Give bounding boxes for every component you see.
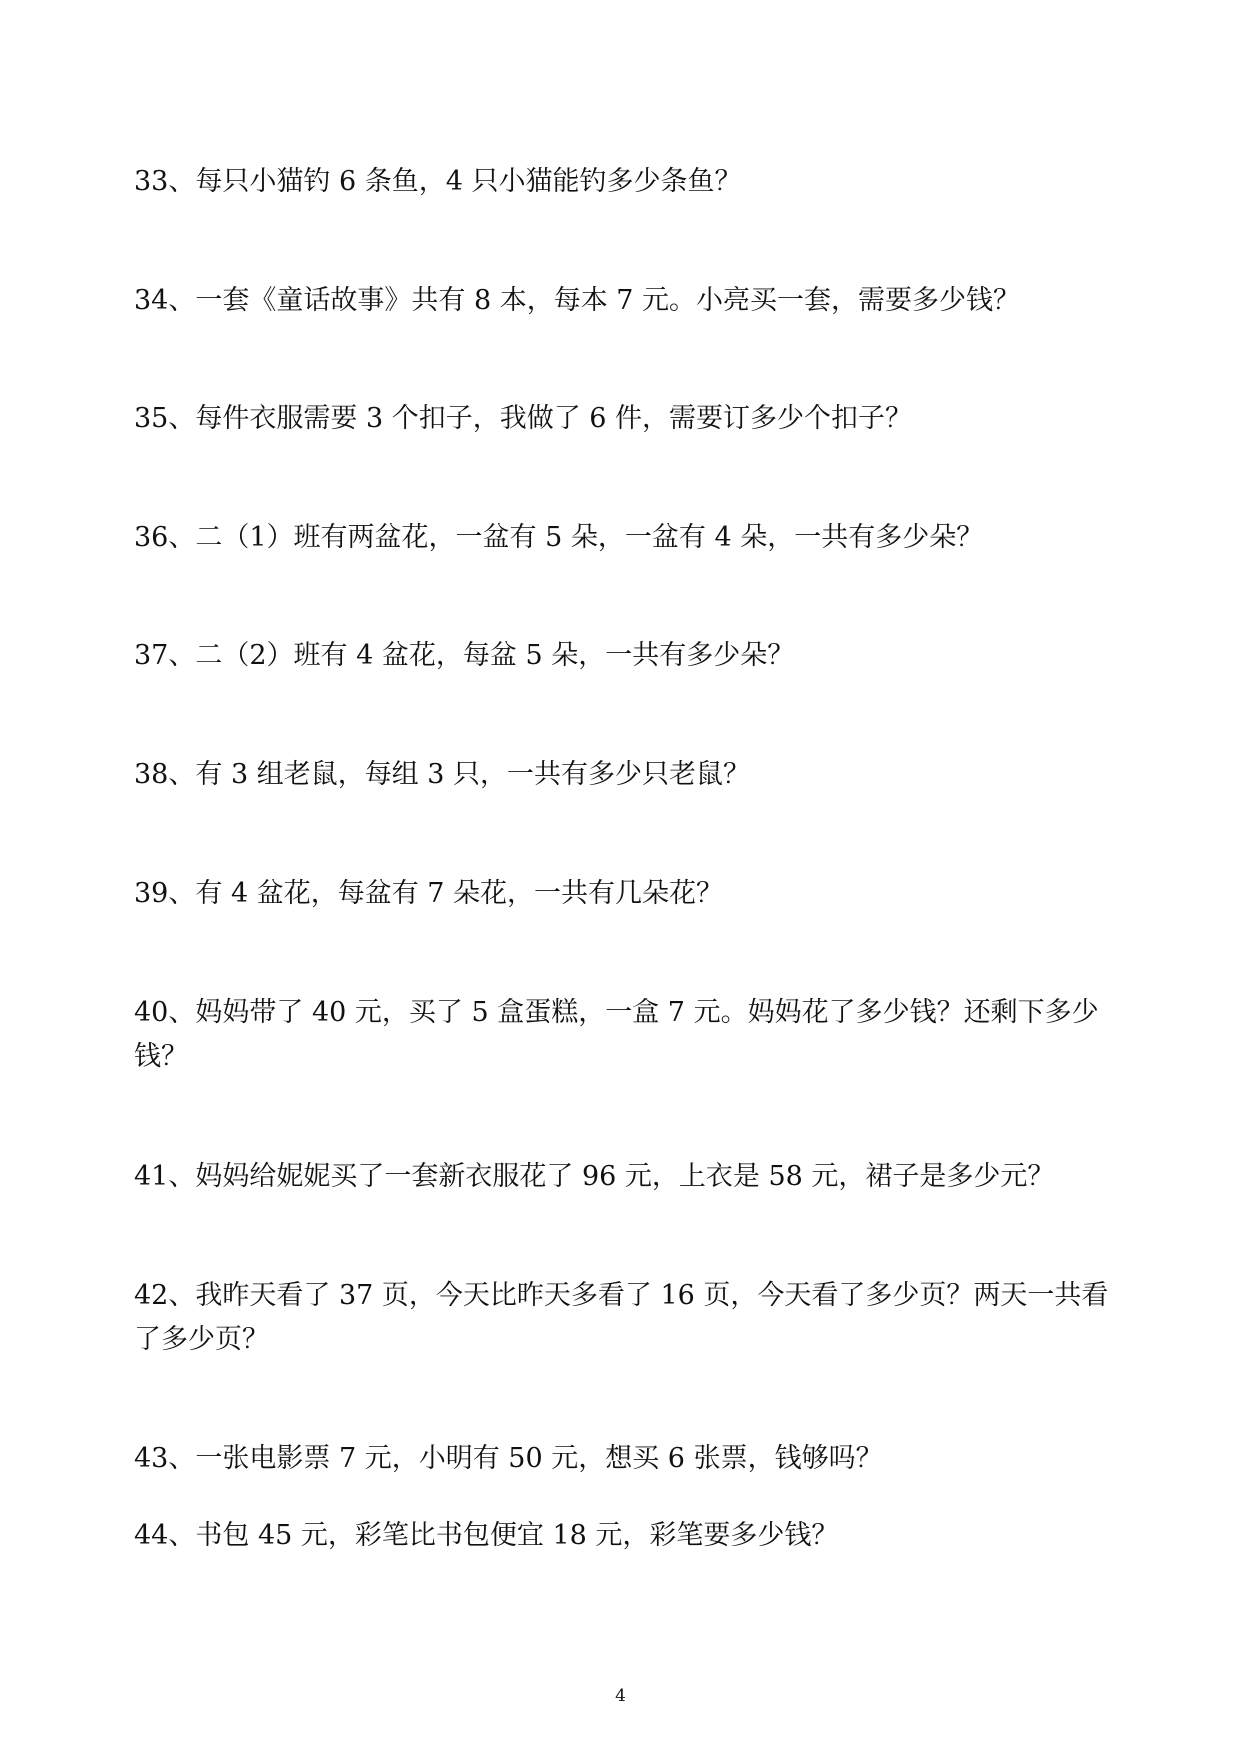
question-33: 33、每只小猫钓 6 条鱼，4 只小猫能钓多少条鱼？ bbox=[134, 166, 742, 197]
question-43: 43、一张电影票 7 元，小明有 50 元，想买 6 张票，钱够吗？ bbox=[134, 1443, 883, 1474]
question-44: 44、书包 45 元，彩笔比书包便宜 18 元，彩笔要多少钱？ bbox=[134, 1520, 839, 1551]
question-36: 36、二（1）班有两盆花，一盆有 5 朵，一盆有 4 朵，一共有多少朵？ bbox=[134, 522, 984, 553]
question-38: 38、有 3 组老鼠，每组 3 只，一共有多少只老鼠？ bbox=[134, 759, 751, 790]
question-37: 37、二（2）班有 4 盆花，每盆 5 朵，一共有多少朵？ bbox=[134, 640, 795, 671]
question-41: 41、妈妈给妮妮买了一套新衣服花了 96 元，上衣是 58 元，裙子是多少元？ bbox=[134, 1161, 1055, 1192]
page-number: 4 bbox=[615, 1686, 626, 1706]
question-35: 35、每件衣服需要 3 个扣子，我做了 6 件，需要订多少个扣子？ bbox=[134, 403, 913, 434]
question-42: 42、我昨天看了 37 页，今天比昨天多看了 16 页，今天看了多少页？两天一共看了多少页？ bbox=[134, 1280, 1109, 1355]
question-34: 34、一套《童话故事》共有 8 本，每本 7 元。小亮买一套，需要多少钱？ bbox=[134, 285, 1021, 316]
question-40: 40、妈妈带了 40 元，买了 5 盒蛋糕，一盒 7 元。妈妈花了多少钱？还剩下多少钱？ bbox=[134, 997, 1099, 1072]
question-39: 39、有 4 盆花，每盆有 7 朵花，一共有几朵花？ bbox=[134, 878, 724, 909]
